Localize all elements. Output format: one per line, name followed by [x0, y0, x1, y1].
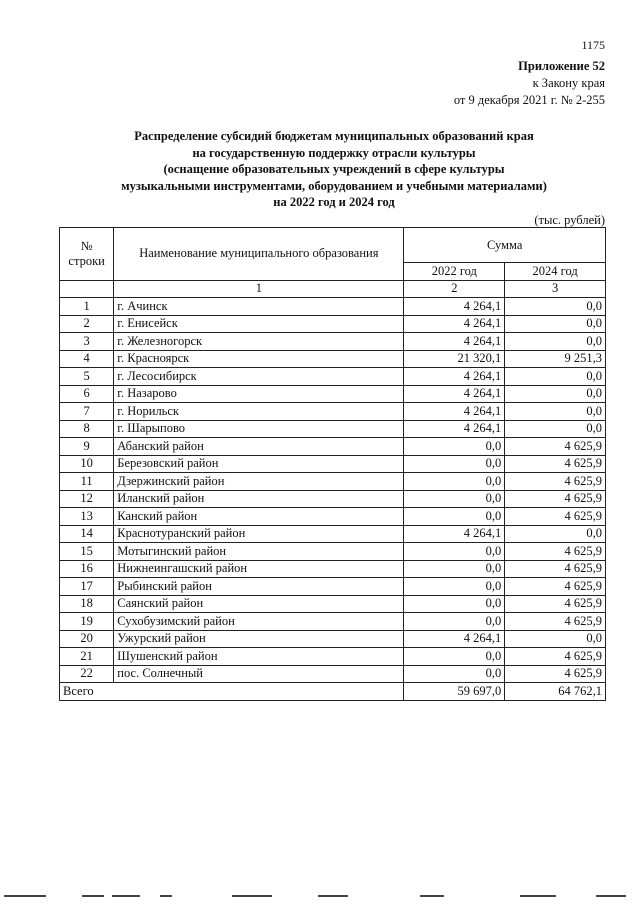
row-value-2024: 4 625,9: [505, 560, 606, 578]
scan-edge-marks: [0, 895, 637, 899]
table-row: [60, 455, 606, 473]
table-row: [60, 298, 606, 316]
row-value-2024: 0,0: [505, 368, 606, 386]
header-name: Наименование муниципального образования: [114, 228, 404, 281]
table-row: [60, 595, 606, 613]
table-row: [60, 350, 606, 368]
row-number: 8: [60, 420, 114, 438]
scan-mark: [4, 895, 46, 897]
title-line: на 2022 год и 2024 год: [273, 195, 395, 209]
row-value-2022: 0,0: [404, 613, 505, 631]
row-value-2024: 4 625,9: [505, 508, 606, 526]
row-value-2022: 4 264,1: [404, 420, 505, 438]
table-row: [60, 403, 606, 421]
row-name: Нижнеингашский район: [114, 560, 404, 578]
row-value-2024: 4 625,9: [505, 438, 606, 456]
units-note: (тыс. рублей): [534, 213, 605, 227]
table-row: [60, 490, 606, 508]
row-value-2024: 4 625,9: [505, 595, 606, 613]
row-number: 18: [60, 595, 114, 613]
row-value-2022: 4 264,1: [404, 368, 505, 386]
table-row: [60, 613, 606, 631]
header-num-symbol: №: [80, 238, 93, 253]
row-value-2024: 0,0: [505, 420, 606, 438]
row-number: 15: [60, 543, 114, 561]
header-index-2: 2: [404, 280, 505, 298]
row-name: пос. Солнечный: [114, 665, 404, 683]
row-value-2024: 4 625,9: [505, 613, 606, 631]
row-value-2022: 21 320,1: [404, 350, 505, 368]
title-line: музыкальными инструментами, оборудованием и учебными материалами): [121, 178, 547, 193]
table-row: [60, 438, 606, 456]
row-name: г. Железногорск: [114, 333, 404, 351]
row-number: 17: [60, 578, 114, 596]
row-number: 20: [60, 630, 114, 648]
table-row: [60, 648, 606, 666]
appendix-title: Приложение 52: [518, 59, 605, 73]
row-number: 19: [60, 613, 114, 631]
row-number: 2: [60, 315, 114, 333]
scan-mark: [318, 895, 348, 897]
row-name: Рыбинский район: [114, 578, 404, 596]
row-number: 4: [60, 350, 114, 368]
row-value-2024: 0,0: [505, 525, 606, 543]
row-name: Канский район: [114, 508, 404, 526]
scan-mark: [596, 895, 626, 897]
row-name: Мотыгинский район: [114, 543, 404, 561]
title-line: на государственную поддержку отрасли культуры: [192, 145, 476, 160]
row-name: Дзержинский район: [114, 473, 404, 491]
row-value-2022: 0,0: [404, 578, 505, 596]
subsidy-table: [59, 227, 606, 701]
table-row: [60, 420, 606, 438]
row-number: 22: [60, 665, 114, 683]
row-value-2022: 0,0: [404, 490, 505, 508]
row-value-2022: 0,0: [404, 665, 505, 683]
table-row: [60, 473, 606, 491]
total-2022: 59 697,0: [404, 683, 505, 701]
row-name: г. Красноярск: [114, 350, 404, 368]
scan-mark: [232, 895, 272, 897]
row-number: 10: [60, 455, 114, 473]
table-row: [60, 630, 606, 648]
header-index-empty: [60, 280, 114, 298]
total-row: [60, 683, 606, 701]
row-number: 1: [60, 298, 114, 316]
row-name: г. Енисейск: [114, 315, 404, 333]
row-value-2024: 9 251,3: [505, 350, 606, 368]
table-row: [60, 333, 606, 351]
row-name: г. Ачинск: [114, 298, 404, 316]
row-name: Саянский район: [114, 595, 404, 613]
table-body: [60, 298, 606, 683]
page-number: 1175: [581, 38, 605, 52]
header-num-label: строки: [68, 253, 105, 268]
document-title: [60, 128, 608, 211]
scan-mark: [112, 895, 140, 897]
row-value-2022: 0,0: [404, 508, 505, 526]
title-line: Распределение субсидий бюджетам муниципальных образований края: [134, 129, 534, 143]
row-value-2022: 0,0: [404, 595, 505, 613]
row-value-2022: 4 264,1: [404, 385, 505, 403]
row-value-2022: 0,0: [404, 473, 505, 491]
row-name: г. Норильск: [114, 403, 404, 421]
scan-mark: [420, 895, 444, 897]
row-number: 11: [60, 473, 114, 491]
table-row: [60, 368, 606, 386]
table-row: [60, 525, 606, 543]
title-line: (оснащение образовательных учреждений в сфере культуры: [163, 162, 505, 176]
row-value-2022: 4 264,1: [404, 630, 505, 648]
table-row: [60, 560, 606, 578]
table-row: [60, 543, 606, 561]
row-value-2024: 4 625,9: [505, 455, 606, 473]
row-value-2024: 4 625,9: [505, 473, 606, 491]
row-value-2024: 0,0: [505, 315, 606, 333]
row-value-2024: 0,0: [505, 403, 606, 421]
row-value-2022: 4 264,1: [404, 315, 505, 333]
row-number: 12: [60, 490, 114, 508]
row-value-2022: 4 264,1: [404, 333, 505, 351]
table-row: [60, 315, 606, 333]
row-value-2022: 4 264,1: [404, 298, 505, 316]
row-value-2024: 0,0: [505, 298, 606, 316]
row-name: Ужурский район: [114, 630, 404, 648]
header-year-2022: 2022 год: [404, 263, 505, 281]
table-row: [60, 578, 606, 596]
row-value-2022: 0,0: [404, 455, 505, 473]
row-number: 9: [60, 438, 114, 456]
row-value-2024: 4 625,9: [505, 543, 606, 561]
scan-mark: [160, 895, 172, 897]
row-value-2024: 0,0: [505, 630, 606, 648]
row-value-2022: 0,0: [404, 438, 505, 456]
header-row-number: [60, 228, 114, 281]
row-number: 16: [60, 560, 114, 578]
row-value-2024: 4 625,9: [505, 665, 606, 683]
row-number: 6: [60, 385, 114, 403]
row-name: Сухобузимский район: [114, 613, 404, 631]
row-value-2024: 4 625,9: [505, 490, 606, 508]
row-number: 14: [60, 525, 114, 543]
row-name: Иланский район: [114, 490, 404, 508]
appendix-block: [454, 58, 605, 109]
scan-mark: [82, 895, 104, 897]
row-value-2024: 4 625,9: [505, 648, 606, 666]
appendix-law-date: от 9 декабря 2021 г. № 2-255: [453, 93, 605, 107]
total-2024: 64 762,1: [505, 683, 606, 701]
row-number: 13: [60, 508, 114, 526]
row-name: Краснотуранский район: [114, 525, 404, 543]
table-row: [60, 508, 606, 526]
row-number: 21: [60, 648, 114, 666]
row-value-2022: 0,0: [404, 560, 505, 578]
row-value-2022: 4 264,1: [404, 525, 505, 543]
row-value-2022: 0,0: [404, 648, 505, 666]
table-row: [60, 665, 606, 683]
header-index-3: 3: [505, 280, 606, 298]
row-name: Березовский район: [114, 455, 404, 473]
row-number: 7: [60, 403, 114, 421]
table-row: [60, 385, 606, 403]
header-sum: Сумма: [404, 228, 606, 263]
row-name: Шушенский район: [114, 648, 404, 666]
row-value-2024: 0,0: [505, 333, 606, 351]
row-value-2022: 0,0: [404, 543, 505, 561]
total-label: Всего: [60, 683, 404, 701]
row-number: 5: [60, 368, 114, 386]
row-name: г. Назарово: [114, 385, 404, 403]
row-name: г. Шарыпово: [114, 420, 404, 438]
row-value-2024: 0,0: [505, 385, 606, 403]
row-value-2022: 4 264,1: [404, 403, 505, 421]
appendix-law-ref: к Закону края: [532, 76, 605, 90]
row-value-2024: 4 625,9: [505, 578, 606, 596]
row-name: Абанский район: [114, 438, 404, 456]
header-index-1: 1: [114, 280, 404, 298]
row-number: 3: [60, 333, 114, 351]
header-year-2024: 2024 год: [505, 263, 606, 281]
scan-mark: [520, 895, 556, 897]
row-name: г. Лесосибирск: [114, 368, 404, 386]
